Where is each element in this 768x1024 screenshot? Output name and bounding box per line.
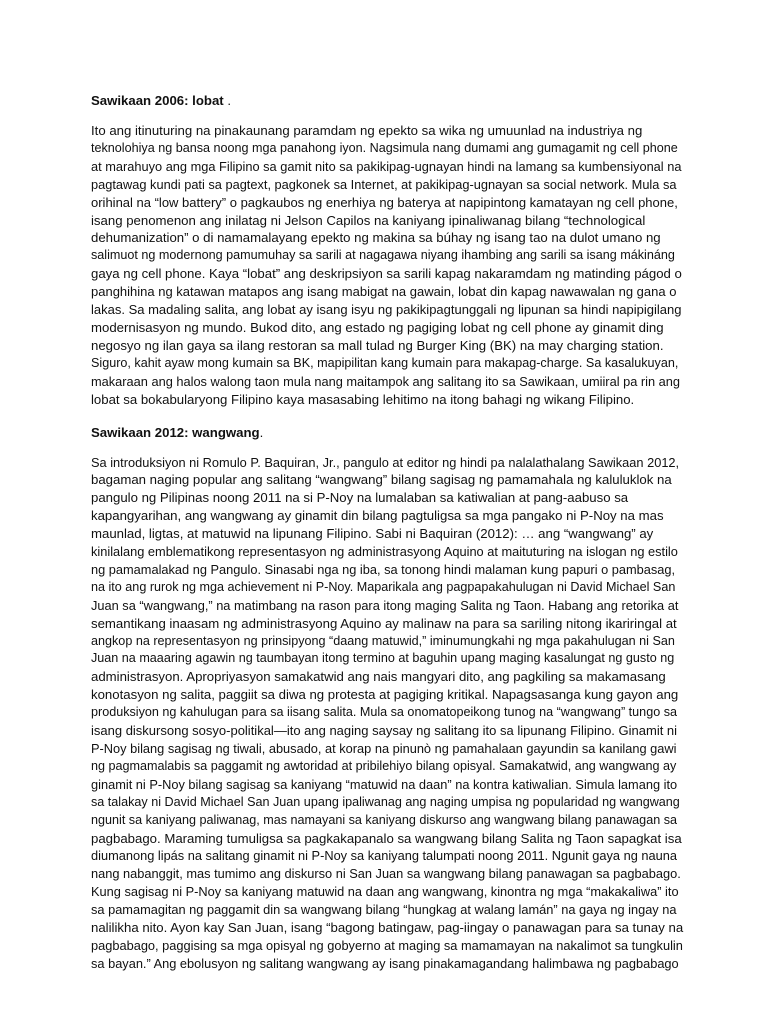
heading-text: Sawikaan 2012: wangwang [91, 424, 260, 440]
document-page [91, 92, 683, 973]
text-line: nalilikha nito. Ayon kay San Juan, isang “bagong batingaw, pag-iingay o panawagan para sa tunay na [91, 920, 684, 936]
text-line: makaraan ang halos walong taon mula nang maitampok ang salitang ito sa Sawikaan, umiiral pa rin ang [91, 373, 681, 389]
text-line: Siguro, kahit ayaw mong kumain sa BK, mapipilitan kang kumain para makapag-charge. Sa kasalukuyan, [91, 355, 679, 370]
section-heading-2012 [91, 424, 683, 442]
text-line: ngunit sa kaniyang paliwanag, mas namayani sa kaniyang diskurso ang wangwang bilang panawagan sa [91, 812, 677, 827]
text-line: lobat sa bokabularyong Filipino kaya masasabing lehitimo na itong bahagi ng wikang Filipino. [91, 391, 635, 407]
text-line: Ito ang itinuturing na pinakaunang paramdam ng epekto sa wika ng umuunlad na industriya ng [91, 123, 643, 138]
text-line: sa bayan.” Ang ebolusyon ng salitang wangwang ay isang pinakamagandang halimbawa ng pagbabago [91, 955, 679, 971]
text-line: pangulo ng Pilipinas noong 2011 na si P-Noy na lumalaban sa katiwalian at pang-aabuso sa [91, 490, 629, 506]
text-line: Juan sa “wangwang,” na matimbang na rason para itong maging Salita ng Taon. Habang ang retorika at [91, 597, 679, 613]
text-line: panghihina ng katawan matapos ang isang mabigat na gawain, lobat din kapag nawawalan ng gana o [91, 284, 677, 300]
text-line: kinilalang emblematikong representasyon ng administrasyong Aquino at maituturing na islogan ng estilo [91, 544, 678, 560]
text-line: modernisasyon ng mundo. Bukod dito, ang estado ng pagiging lobat ng cell phone ay ginamit ding [91, 319, 664, 335]
text-line: Sa introduksiyon ni Romulo P. Baquiran, Jr., pangulo at editor ng hindi pa nalalathalang Sawikaan 2012, [91, 454, 680, 470]
text-line: sa talakay ni David Michael San Juan upang ipaliwanag ang naging umpisa ng popularidad ng wangwang [91, 794, 680, 809]
text-line: pagbabago, paggising sa mga opisyal ng gobyerno at maging sa mamamayan na nakalimot sa tungkulin [91, 937, 683, 953]
text-line: konotasyon ng salita, paggiit sa diwa ng protesta at pagiging kritikal. Napagsasanga kung gayon ang [91, 687, 679, 703]
text-line: lakas. Sa madaling salita, ang lobat ay isang isyu ng pakikipagtunggali ng lipunan sa hindi napipigilang [91, 302, 682, 318]
text-line: at marahuyo ang mga Filipino sa gamit nito sa pakikipag-ugnayan hindi na lamang sa kumbensiyonal na [91, 158, 682, 174]
text-line: sa pamamagitan ng paggamit din sa wangwang bilang “hungkag at walang lamán” na gaya ng ingay na [91, 902, 677, 918]
text-line: Kung sagisag ni P-Noy sa kaniyang matuwid na daan ang wangwang, kinontra ng mga “makakaliwa” ito [91, 884, 679, 900]
text-line: administrasyon. Apropriyasyon samakatwid ang nais mangyari dito, ang pagkiling sa makamasang [91, 669, 666, 685]
heading-text: Sawikaan 2006: lobat [91, 93, 224, 108]
text-line: teknolohiya ng bansa noong mga panahong iyon. Nagsimula nang dumami ang gumagamit ng cell phone [91, 140, 678, 155]
text-line: na ito ang rurok ng mga achievement ni P-Noy. Maparikala ang pagpapakahulugan ni David Michael San [91, 579, 676, 594]
text-line: isang penomenon ang inilatag ni Jelson Capilos na kaniyang ipinaliwanag bilang “technological [91, 212, 646, 228]
text-line: ginamit ni P-Noy bilang sagisag sa kaniyang “matuwid na daan” na kontra katiwalian. Simula lamang ito [91, 776, 678, 792]
text-line: ng pagmamalabis sa paggamit ng awtoridad at pribilehiyo bilang opisyal. Samakatwid, ang wangwang ay [91, 758, 677, 773]
text-line: maunlad, ligtas, at matuwid na lipunang Filipino. Sabi ni Baquiran (2012): … ang “wangwang” ay [91, 526, 654, 542]
text-line: produksiyon ng kahulugan para sa iisang salita. Mula sa onomatopeikong tunog na “wangwang” tungo sa [91, 705, 677, 720]
text-line: isang diskursong sosyo-politikal—ito ang naging saysay ng salitang ito sa lipunang Filipino. Ginamit ni [91, 723, 678, 739]
text-line: Juan na maaaring agawin ng taumbayan itong termino at baguhin upang maging kasalungat ng gusto ng [91, 651, 675, 666]
text-line: orihinal na “low battery” o pagkaubos ng enerhiya ng baterya at napipintong kamatayan ng cell phone, [91, 194, 678, 210]
paragraph-lobat [91, 122, 683, 409]
text-line: nang nabanggit, mas tumimo ang diskurso ni San Juan sa wangwang bilang panawagan sa pagbabago. [91, 866, 681, 882]
text-line: kapangyarihan, ang wangwang ay ginamit din bilang pagtuligsa sa mga pangako ni P-Noy na mas [91, 508, 664, 524]
text-line: negosyo ng ilan gaya sa ilang restoran sa mall tulad ng Burger King (BK) na may charging station. [91, 337, 664, 353]
text-line: angkop na representasyon ng prinsipyong “daang matuwid,” iminumungkahi ng mga pakahulugan ni San [91, 633, 675, 648]
text-line: P-Noy bilang sagisag ng tiwali, abusado, at korap na pinunò ng pamahalaan gayundin sa kanilang gawi [91, 741, 677, 756]
text-line: pagtawag kundi pati sa pagtext, pagkonek sa Internet, at pakikipag-ugnayan sa social network. Mula sa [91, 176, 677, 192]
heading-suffix: . [223, 93, 231, 108]
section-heading-2006 [91, 92, 683, 110]
text-line: dehumanization” o di namamalayang epekto ng makina sa búhay ng isang tao na dulot umano ng [91, 230, 661, 246]
heading-suffix: . [259, 424, 264, 440]
text-line: gaya ng cell phone. Kaya “lobat” ang deskripsiyon sa sarili kapag nakaramdam ng matinding págod o [91, 266, 682, 282]
paragraph-wangwang [91, 454, 683, 973]
text-line: salimuot ng modernong pamumuhay sa sarili at nagagawa niyang ihambing ang sarili sa isang mákináng [91, 248, 675, 263]
text-line: pagbabago. Maraming tumuligsa sa pagkakapanalo sa wangwang bilang Salita ng Taon sapagkat isa [91, 830, 682, 846]
text-line: diumanong lipás na salitang ginamit ni P-Noy sa kaniyang talumpati noong 2011. Ngunit gaya ng nauna [91, 848, 677, 864]
text-line: bagaman naging popular ang salitang “wangwang” bilang sagisag ng pamamahala ng kaluluklok na [91, 472, 672, 488]
text-line: ng pamamalakad ng Pangulo. Sinasabi nga ng iba, sa tonong hindi malaman kung papuri o pambasag, [91, 561, 676, 577]
text-line: semantikang inaasam ng administrasyong Aquino ay malinaw na para sa sariling nitong ikariringal at [91, 615, 677, 631]
